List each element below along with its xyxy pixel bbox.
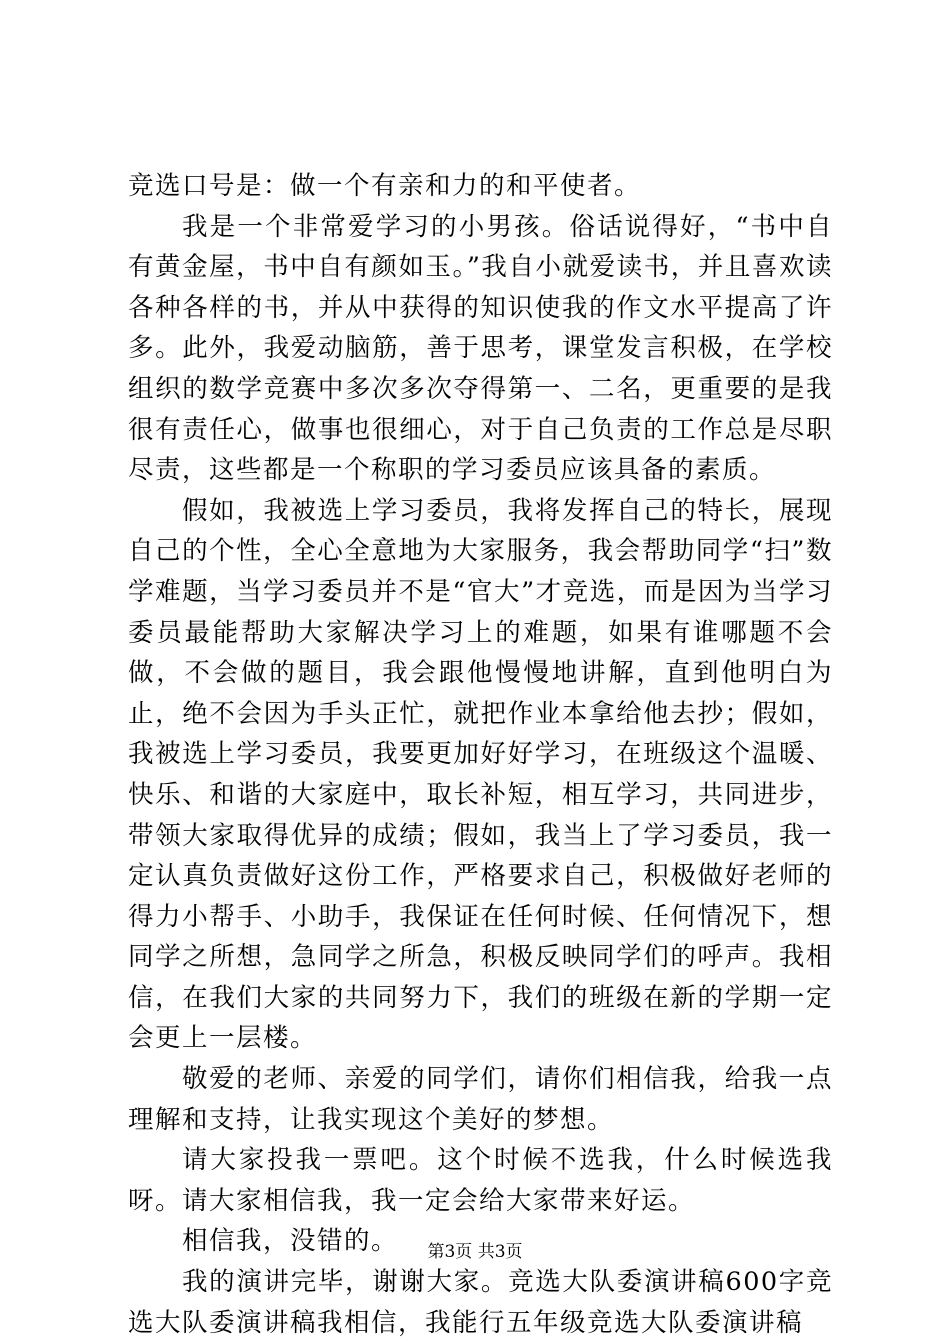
document-body	[128, 166, 833, 1343]
paragraph-self-introduction: 我是一个非常爱学习的小男孩。俗话说得好，“书中自有黄金屋，书中自有颜如玉。”我自小就爱读书，并且喜欢读各种各样的书，并从中获得的知识使我的作文水平提高了许多。此外，我爱动脑筋，善于思考，课堂发言积极，在学校组织的数学竞赛中多次多次夺得第一、二名，更重要的是我很有责任心，做事也很细心，对于自己负责的工作总是尽职尽责，这些都是一个称职的学习委员应该具备的素质。	[128, 211, 833, 486]
paragraph-vote-request: 请大家投我一票吧。这个时候不选我，什么时候选我呀。请大家相信我，我一定会给大家带来好运。	[128, 1145, 833, 1216]
paragraph-appeal: 敬爱的老师、亲爱的同学们，请你们相信我，给我一点理解和支持，让我实现这个美好的梦想。	[128, 1064, 833, 1135]
page-number-footer: 第3页 共3页	[427, 1242, 523, 1262]
paragraph-closing: 我的演讲完毕，谢谢大家。竞选大队委演讲稿600字竞选大队委演讲稿我相信，我能行五年级竞选大队委演讲稿	[128, 1267, 833, 1338]
paragraph-trust-me: 相信我，没错的。	[182, 1226, 399, 1257]
paragraph-slogan: 竞选口号是：做一个有亲和力的和平使者。	[128, 171, 642, 201]
paragraph-plans: 假如，我被选上学习委员，我将发挥自己的特长，展现自己的个性，全心全意地为大家服务，我会帮助同学“扫”数学难题，当学习委员并不是“官大”才竞选，而是因为当学习委员最能帮助大家解决学习上的难题，如果有谁哪题不会做，不会做的题目，我会跟他慢慢地讲解，直到他明白为止，绝不会因为手头正忙，就把作业本拿给他去抄；假如，我被选上学习委员，我要更加好好学习，在班级这个温暖、快乐、和谐的大家庭中，取长补短，相互学习，共同进步，带领大家取得优异的成绩；假如，我当上了学习委员，我一定认真负责做好这份工作，严格要求自己，积极做好老师的得力小帮手、小助手，我保证在任何时候、任何情况下，想同学之所想，急同学之所急，积极反映同学们的呼声。我相信，在我们大家的共同努力下，我们的班级在新的学期一定会更上一层楼。	[128, 495, 833, 1054]
